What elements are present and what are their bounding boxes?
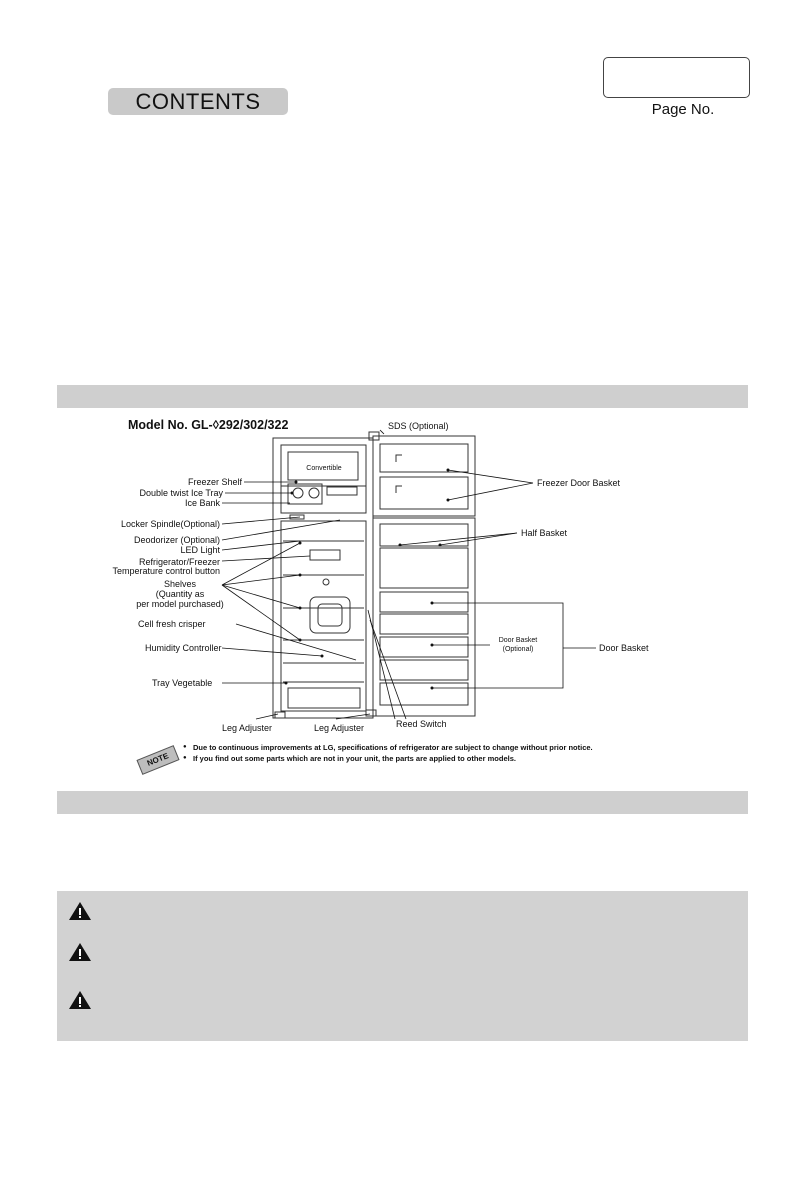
label-sds: SDS (Optional) (388, 421, 449, 431)
page-number-label: Page No. (651, 101, 715, 118)
label-freezer-shelf: Freezer Shelf (187, 477, 242, 487)
label-door-basket: Door Basket (599, 643, 649, 653)
label-shelves-line2: (Quantity as (155, 589, 205, 599)
label-deodorizer: Deodorizer (Optional) (133, 535, 220, 545)
label-led-light: LED Light (180, 545, 220, 555)
warning-icon (68, 942, 92, 962)
label-temp-control-line1: Refrigerator/Freezer (138, 557, 220, 567)
warning-panel (57, 891, 748, 1041)
freezer-door-outline (373, 436, 475, 516)
note-line-2: ● If you find out some parts which are not in your unit, the parts are applied to other models. (193, 754, 516, 763)
label-reed-switch: Reed Switch (396, 719, 447, 729)
section-bar-safety (57, 791, 748, 814)
label-ice-bank: Ice Bank (184, 498, 220, 508)
label-cell-fresh-crisper: Cell fresh crisper (138, 619, 206, 629)
label-door-basket-optional-line2: (Optional) (502, 646, 534, 653)
warning-icon (68, 901, 92, 921)
label-leg-adjuster-left: Leg Adjuster (222, 723, 273, 733)
label-locker-spindle: Locker Spindle(Optional) (120, 519, 220, 529)
label-tray-vegetable: Tray Vegetable (152, 678, 213, 688)
label-half-basket: Half Basket (521, 528, 568, 538)
contents-title: CONTENTS (108, 88, 288, 115)
note-line-1: ● Due to continuous improvements at LG, specifications of refrigerator are subject to change without prior notice. (193, 743, 593, 752)
warning-icon (68, 990, 92, 1010)
model-title: Model No. GL-◊292/302/322 (128, 418, 289, 432)
note-badge: NOTE (136, 745, 179, 775)
label-door-basket-optional-line1: Door Basket (498, 637, 538, 644)
label-temp-control-line2: Temperature control button (112, 566, 220, 576)
convertible-panel-label: Convertible (306, 465, 342, 472)
label-shelves-line1: Shelves (163, 579, 197, 589)
label-leg-adjuster-right: Leg Adjuster (314, 723, 365, 733)
label-humidity-controller: Humidity Controller (145, 643, 222, 653)
label-freezer-door-basket: Freezer Door Basket (537, 478, 621, 488)
label-double-twist-ice-tray: Double twist Ice Tray (139, 488, 223, 498)
label-shelves-line3: per model purchased) (136, 599, 224, 609)
